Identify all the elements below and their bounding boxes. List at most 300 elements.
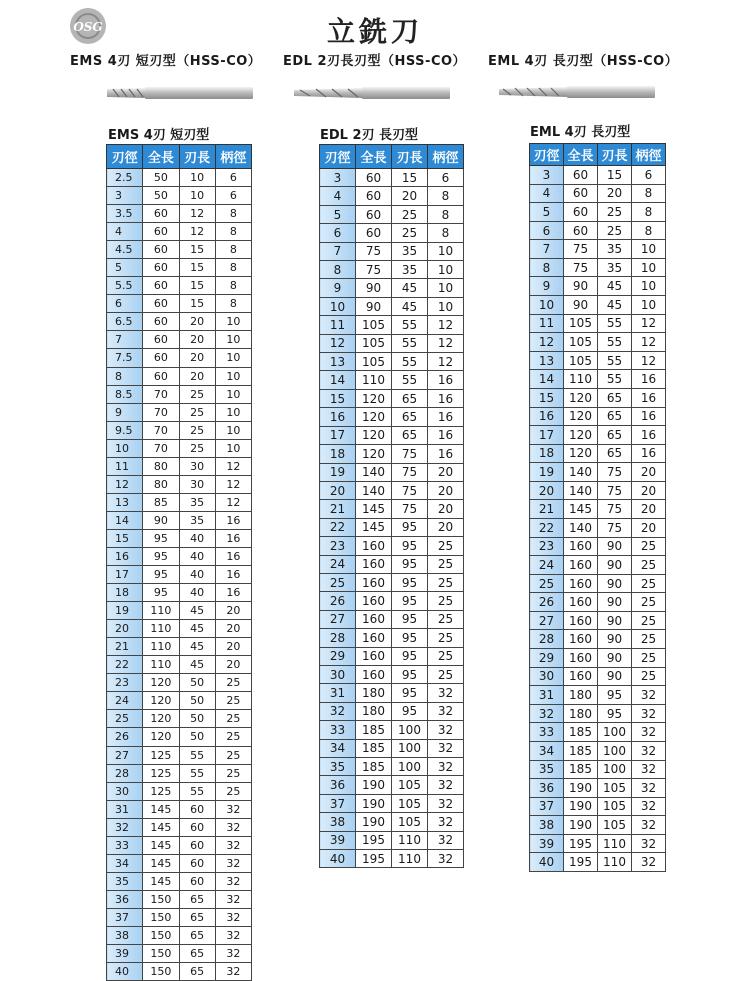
shank-diameter-cell: 25 xyxy=(632,649,666,668)
overall-length-cell: 105 xyxy=(356,316,392,334)
table-row xyxy=(530,704,666,723)
table-row xyxy=(107,818,252,836)
shank-diameter-cell: 8 xyxy=(632,203,666,222)
shank-diameter-cell: 6 xyxy=(632,166,666,185)
table-row xyxy=(107,746,252,764)
table-row xyxy=(107,277,252,295)
flute-length-cell: 100 xyxy=(598,760,632,779)
table-row xyxy=(320,481,464,499)
shank-diameter-cell: 16 xyxy=(428,445,464,463)
shank-diameter-cell: 25 xyxy=(215,674,251,692)
table-row xyxy=(320,592,464,610)
diameter-cell: 21 xyxy=(530,500,564,519)
overall-length-cell: 190 xyxy=(356,776,392,794)
table-row xyxy=(320,537,464,555)
table-row xyxy=(320,684,464,702)
product-header-ems: EMS 4刃 短刃型（HSS-CO） xyxy=(70,54,262,69)
shank-diameter-cell: 25 xyxy=(215,692,251,710)
flute-length-cell: 35 xyxy=(392,261,428,279)
diameter-cell: 7 xyxy=(107,331,143,349)
overall-length-cell: 90 xyxy=(564,277,598,296)
flute-length-cell: 50 xyxy=(179,728,215,746)
overall-length-cell: 195 xyxy=(356,850,392,868)
diameter-cell: 27 xyxy=(320,610,356,628)
overall-length-cell: 75 xyxy=(356,261,392,279)
shank-diameter-cell: 8 xyxy=(215,259,251,277)
shank-diameter-cell: 20 xyxy=(632,463,666,482)
table-header-row xyxy=(107,145,252,169)
flute-length-cell: 75 xyxy=(392,445,428,463)
diameter-cell: 6 xyxy=(530,221,564,240)
flute-length-cell: 75 xyxy=(598,481,632,500)
table-row xyxy=(107,169,252,187)
table-row xyxy=(320,261,464,279)
overall-length-cell: 185 xyxy=(564,760,598,779)
diameter-cell: 20 xyxy=(530,481,564,500)
shank-diameter-cell: 32 xyxy=(632,741,666,760)
shank-diameter-cell: 25 xyxy=(428,629,464,647)
flute-length-cell: 55 xyxy=(179,746,215,764)
table-row xyxy=(530,779,666,798)
table-row xyxy=(530,574,666,593)
overall-length-cell: 60 xyxy=(143,205,179,223)
overall-length-cell: 150 xyxy=(143,945,179,963)
shank-diameter-cell: 25 xyxy=(215,746,251,764)
shank-diameter-cell: 10 xyxy=(215,331,251,349)
diameter-cell: 22 xyxy=(107,656,143,674)
overall-length-cell: 180 xyxy=(356,684,392,702)
diameter-cell: 4 xyxy=(530,184,564,203)
table-row xyxy=(530,760,666,779)
spec-table-edl xyxy=(319,144,464,868)
overall-length-cell: 50 xyxy=(143,169,179,187)
diameter-cell: 24 xyxy=(530,556,564,575)
shank-diameter-cell: 8 xyxy=(215,223,251,241)
shank-diameter-cell: 16 xyxy=(428,408,464,426)
overall-length-cell: 70 xyxy=(143,403,179,421)
flute-length-cell: 35 xyxy=(392,242,428,260)
overall-length-cell: 145 xyxy=(564,500,598,519)
overall-length-cell: 60 xyxy=(564,166,598,185)
overall-length-cell: 60 xyxy=(143,313,179,331)
overall-length-cell: 145 xyxy=(143,854,179,872)
table-title-eml: EML 4刃 長刃型 xyxy=(530,125,631,140)
shank-diameter-cell: 25 xyxy=(632,574,666,593)
shank-diameter-cell: 20 xyxy=(215,656,251,674)
diameter-cell: 27 xyxy=(107,746,143,764)
shank-diameter-cell: 8 xyxy=(215,277,251,295)
table-row xyxy=(530,741,666,760)
diameter-cell: 12 xyxy=(530,333,564,352)
diameter-cell: 21 xyxy=(107,638,143,656)
table-row xyxy=(320,500,464,518)
diameter-cell: 20 xyxy=(107,620,143,638)
diameter-cell: 18 xyxy=(320,445,356,463)
diameter-cell: 23 xyxy=(107,674,143,692)
overall-length-cell: 190 xyxy=(356,813,392,831)
flute-length-cell: 95 xyxy=(392,537,428,555)
column-header: 刃長 xyxy=(179,145,215,169)
diameter-cell: 16 xyxy=(530,407,564,426)
table-row xyxy=(320,187,464,205)
table-row xyxy=(530,444,666,463)
table-row xyxy=(320,205,464,223)
overall-length-cell: 95 xyxy=(143,547,179,565)
table-row xyxy=(530,370,666,389)
shank-diameter-cell: 32 xyxy=(632,760,666,779)
overall-length-cell: 160 xyxy=(356,665,392,683)
diameter-cell: 11 xyxy=(320,316,356,334)
shank-diameter-cell: 32 xyxy=(215,926,251,944)
diameter-cell: 25 xyxy=(320,573,356,591)
shank-diameter-cell: 16 xyxy=(215,529,251,547)
shank-diameter-cell: 32 xyxy=(428,721,464,739)
diameter-cell: 18 xyxy=(530,444,564,463)
flute-length-cell: 65 xyxy=(598,407,632,426)
diameter-cell: 17 xyxy=(320,426,356,444)
table-row xyxy=(320,850,464,868)
overall-length-cell: 120 xyxy=(564,388,598,407)
shank-diameter-cell: 10 xyxy=(215,439,251,457)
flute-length-cell: 15 xyxy=(598,166,632,185)
flute-length-cell: 100 xyxy=(392,739,428,757)
table-row xyxy=(107,403,252,421)
diameter-cell: 22 xyxy=(320,518,356,536)
shank-diameter-cell: 20 xyxy=(428,500,464,518)
shank-diameter-cell: 32 xyxy=(215,890,251,908)
shank-diameter-cell: 8 xyxy=(428,224,464,242)
overall-length-cell: 160 xyxy=(564,630,598,649)
shank-diameter-cell: 12 xyxy=(428,334,464,352)
table-row xyxy=(530,649,666,668)
diameter-cell: 5 xyxy=(530,203,564,222)
table-row xyxy=(530,463,666,482)
diameter-cell: 33 xyxy=(107,836,143,854)
shank-diameter-cell: 16 xyxy=(215,511,251,529)
overall-length-cell: 120 xyxy=(143,710,179,728)
shank-diameter-cell: 16 xyxy=(632,426,666,445)
shank-diameter-cell: 16 xyxy=(215,584,251,602)
shank-diameter-cell: 20 xyxy=(428,518,464,536)
shank-diameter-cell: 25 xyxy=(428,555,464,573)
shank-diameter-cell: 10 xyxy=(428,297,464,315)
overall-length-cell: 190 xyxy=(564,797,598,816)
shank-diameter-cell: 20 xyxy=(428,481,464,499)
table-row xyxy=(320,297,464,315)
shank-diameter-cell: 16 xyxy=(428,389,464,407)
shank-diameter-cell: 8 xyxy=(632,184,666,203)
flute-length-cell: 45 xyxy=(392,279,428,297)
flute-length-cell: 65 xyxy=(179,963,215,981)
table-row xyxy=(320,334,464,352)
flute-length-cell: 45 xyxy=(598,277,632,296)
ems-end-mill-illustration xyxy=(105,84,255,102)
diameter-cell: 15 xyxy=(530,388,564,407)
flute-length-cell: 25 xyxy=(392,205,428,223)
table-row xyxy=(530,184,666,203)
table-row xyxy=(530,834,666,853)
diameter-cell: 35 xyxy=(107,872,143,890)
flute-length-cell: 20 xyxy=(179,331,215,349)
table-row xyxy=(107,602,252,620)
table-row xyxy=(530,333,666,352)
table-row xyxy=(107,656,252,674)
shank-diameter-cell: 25 xyxy=(632,537,666,556)
diameter-cell: 33 xyxy=(530,723,564,742)
diameter-cell: 32 xyxy=(320,702,356,720)
flute-length-cell: 95 xyxy=(598,686,632,705)
shank-diameter-cell: 10 xyxy=(428,279,464,297)
overall-length-cell: 160 xyxy=(564,574,598,593)
table-row xyxy=(320,316,464,334)
flute-length-cell: 95 xyxy=(392,665,428,683)
flute-length-cell: 65 xyxy=(179,890,215,908)
flute-length-cell: 65 xyxy=(392,389,428,407)
flute-length-cell: 30 xyxy=(179,475,215,493)
flute-length-cell: 110 xyxy=(392,850,428,868)
column-header: 柄徑 xyxy=(428,145,464,169)
shank-diameter-cell: 20 xyxy=(632,481,666,500)
flute-length-cell: 95 xyxy=(598,704,632,723)
diameter-cell: 7 xyxy=(530,240,564,259)
table-row xyxy=(320,408,464,426)
column-header: 柄徑 xyxy=(632,144,666,166)
diameter-cell: 28 xyxy=(530,630,564,649)
overall-length-cell: 60 xyxy=(356,205,392,223)
flute-length-cell: 60 xyxy=(179,854,215,872)
diameter-cell: 36 xyxy=(107,890,143,908)
overall-length-cell: 95 xyxy=(143,566,179,584)
diameter-cell: 3.5 xyxy=(107,205,143,223)
table-row xyxy=(107,945,252,963)
diameter-cell: 3 xyxy=(530,166,564,185)
overall-length-cell: 90 xyxy=(564,296,598,315)
diameter-cell: 5 xyxy=(320,205,356,223)
diameter-cell: 33 xyxy=(320,721,356,739)
shank-diameter-cell: 10 xyxy=(632,277,666,296)
overall-length-cell: 145 xyxy=(356,500,392,518)
flute-length-cell: 45 xyxy=(179,638,215,656)
flute-length-cell: 15 xyxy=(179,241,215,259)
shank-diameter-cell: 10 xyxy=(215,349,251,367)
table-row xyxy=(107,638,252,656)
flute-length-cell: 95 xyxy=(392,610,428,628)
diameter-cell: 10 xyxy=(107,439,143,457)
overall-length-cell: 60 xyxy=(356,224,392,242)
diameter-cell: 31 xyxy=(107,800,143,818)
overall-length-cell: 110 xyxy=(564,370,598,389)
diameter-cell: 27 xyxy=(530,611,564,630)
table-row xyxy=(107,620,252,638)
table-row xyxy=(107,692,252,710)
column-header: 柄徑 xyxy=(215,145,251,169)
diameter-cell: 37 xyxy=(107,908,143,926)
overall-length-cell: 125 xyxy=(143,764,179,782)
diameter-cell: 14 xyxy=(320,371,356,389)
shank-diameter-cell: 20 xyxy=(215,638,251,656)
shank-diameter-cell: 10 xyxy=(632,240,666,259)
diameter-cell: 13 xyxy=(107,493,143,511)
shank-diameter-cell: 32 xyxy=(632,723,666,742)
flute-length-cell: 35 xyxy=(598,258,632,277)
diameter-cell: 11 xyxy=(530,314,564,333)
table-row xyxy=(107,836,252,854)
shank-diameter-cell: 25 xyxy=(428,665,464,683)
flute-length-cell: 55 xyxy=(598,351,632,370)
shank-diameter-cell: 16 xyxy=(632,370,666,389)
table-row xyxy=(320,647,464,665)
diameter-cell: 6 xyxy=(107,295,143,313)
logo-text: OSG xyxy=(73,20,103,34)
overall-length-cell: 60 xyxy=(143,367,179,385)
table-row xyxy=(530,351,666,370)
overall-length-cell: 105 xyxy=(564,351,598,370)
overall-length-cell: 195 xyxy=(564,834,598,853)
table-row xyxy=(320,279,464,297)
diameter-cell: 2.5 xyxy=(107,169,143,187)
table-row xyxy=(107,764,252,782)
shank-diameter-cell: 10 xyxy=(215,367,251,385)
flute-length-cell: 20 xyxy=(179,367,215,385)
flute-length-cell: 100 xyxy=(392,721,428,739)
flute-length-cell: 60 xyxy=(179,818,215,836)
column-header: 刃徑 xyxy=(107,145,143,169)
shank-diameter-cell: 6 xyxy=(215,169,251,187)
overall-length-cell: 60 xyxy=(564,184,598,203)
table-row xyxy=(107,674,252,692)
shank-diameter-cell: 25 xyxy=(632,667,666,686)
overall-length-cell: 85 xyxy=(143,493,179,511)
overall-length-cell: 60 xyxy=(564,221,598,240)
overall-length-cell: 185 xyxy=(356,721,392,739)
diameter-cell: 37 xyxy=(530,797,564,816)
shank-diameter-cell: 32 xyxy=(428,831,464,849)
shank-diameter-cell: 16 xyxy=(632,407,666,426)
table-row xyxy=(530,556,666,575)
overall-length-cell: 150 xyxy=(143,926,179,944)
diameter-cell: 26 xyxy=(530,593,564,612)
shank-diameter-cell: 32 xyxy=(215,818,251,836)
diameter-cell: 24 xyxy=(320,555,356,573)
table-row xyxy=(530,537,666,556)
overall-length-cell: 120 xyxy=(143,728,179,746)
table-row xyxy=(320,426,464,444)
overall-length-cell: 160 xyxy=(564,667,598,686)
shank-diameter-cell: 8 xyxy=(215,241,251,259)
shank-diameter-cell: 32 xyxy=(632,704,666,723)
flute-length-cell: 105 xyxy=(598,779,632,798)
flute-length-cell: 65 xyxy=(392,426,428,444)
flute-length-cell: 55 xyxy=(598,370,632,389)
flute-length-cell: 65 xyxy=(598,388,632,407)
table-row xyxy=(530,426,666,445)
flute-length-cell: 45 xyxy=(179,620,215,638)
shank-diameter-cell: 16 xyxy=(632,444,666,463)
diameter-cell: 8 xyxy=(107,367,143,385)
shank-diameter-cell: 10 xyxy=(428,261,464,279)
flute-length-cell: 90 xyxy=(598,649,632,668)
diameter-cell: 11 xyxy=(107,457,143,475)
flute-length-cell: 75 xyxy=(392,463,428,481)
overall-length-cell: 60 xyxy=(356,187,392,205)
diameter-cell: 15 xyxy=(320,389,356,407)
diameter-cell: 26 xyxy=(107,728,143,746)
diameter-cell: 39 xyxy=(107,945,143,963)
shank-diameter-cell: 10 xyxy=(215,313,251,331)
flute-length-cell: 95 xyxy=(392,629,428,647)
diameter-cell: 23 xyxy=(320,537,356,555)
flute-length-cell: 50 xyxy=(179,674,215,692)
diameter-cell: 30 xyxy=(107,782,143,800)
shank-diameter-cell: 32 xyxy=(215,836,251,854)
flute-length-cell: 25 xyxy=(179,439,215,457)
table-row xyxy=(530,203,666,222)
flute-length-cell: 100 xyxy=(598,723,632,742)
flute-length-cell: 95 xyxy=(392,647,428,665)
table-row xyxy=(530,240,666,259)
column-header: 全長 xyxy=(564,144,598,166)
eml-end-mill-illustration xyxy=(497,83,657,101)
overall-length-cell: 60 xyxy=(143,223,179,241)
diameter-cell: 34 xyxy=(530,741,564,760)
diameter-cell: 9.5 xyxy=(107,421,143,439)
shank-diameter-cell: 32 xyxy=(215,872,251,890)
table-row xyxy=(320,555,464,573)
overall-length-cell: 160 xyxy=(564,537,598,556)
shank-diameter-cell: 32 xyxy=(632,816,666,835)
flute-length-cell: 90 xyxy=(598,593,632,612)
shank-diameter-cell: 25 xyxy=(632,630,666,649)
overall-length-cell: 120 xyxy=(564,444,598,463)
table-row xyxy=(107,926,252,944)
shank-diameter-cell: 25 xyxy=(632,593,666,612)
shank-diameter-cell: 20 xyxy=(632,500,666,519)
flute-length-cell: 110 xyxy=(392,831,428,849)
flute-length-cell: 90 xyxy=(598,556,632,575)
diameter-cell: 14 xyxy=(107,511,143,529)
table-row xyxy=(530,667,666,686)
shank-diameter-cell: 32 xyxy=(428,684,464,702)
table-row xyxy=(107,529,252,547)
table-row xyxy=(320,224,464,242)
diameter-cell: 7 xyxy=(320,242,356,260)
spec-table-ems xyxy=(106,144,252,981)
table-row xyxy=(530,853,666,872)
overall-length-cell: 160 xyxy=(356,555,392,573)
flute-length-cell: 55 xyxy=(392,316,428,334)
overall-length-cell: 160 xyxy=(356,592,392,610)
flute-length-cell: 12 xyxy=(179,205,215,223)
overall-length-cell: 150 xyxy=(143,908,179,926)
overall-length-cell: 50 xyxy=(143,187,179,205)
overall-length-cell: 105 xyxy=(564,333,598,352)
table-title-ems: EMS 4刃 短刃型 xyxy=(108,128,210,143)
flute-length-cell: 60 xyxy=(179,800,215,818)
shank-diameter-cell: 32 xyxy=(428,813,464,831)
table-row xyxy=(107,457,252,475)
flute-length-cell: 25 xyxy=(179,403,215,421)
flute-length-cell: 90 xyxy=(598,611,632,630)
diameter-cell: 34 xyxy=(107,854,143,872)
overall-length-cell: 95 xyxy=(143,584,179,602)
table-row xyxy=(320,242,464,260)
shank-diameter-cell: 25 xyxy=(215,728,251,746)
flute-length-cell: 105 xyxy=(392,776,428,794)
flute-length-cell: 65 xyxy=(392,408,428,426)
overall-length-cell: 185 xyxy=(564,723,598,742)
column-header: 刃徑 xyxy=(320,145,356,169)
diameter-cell: 3 xyxy=(107,187,143,205)
